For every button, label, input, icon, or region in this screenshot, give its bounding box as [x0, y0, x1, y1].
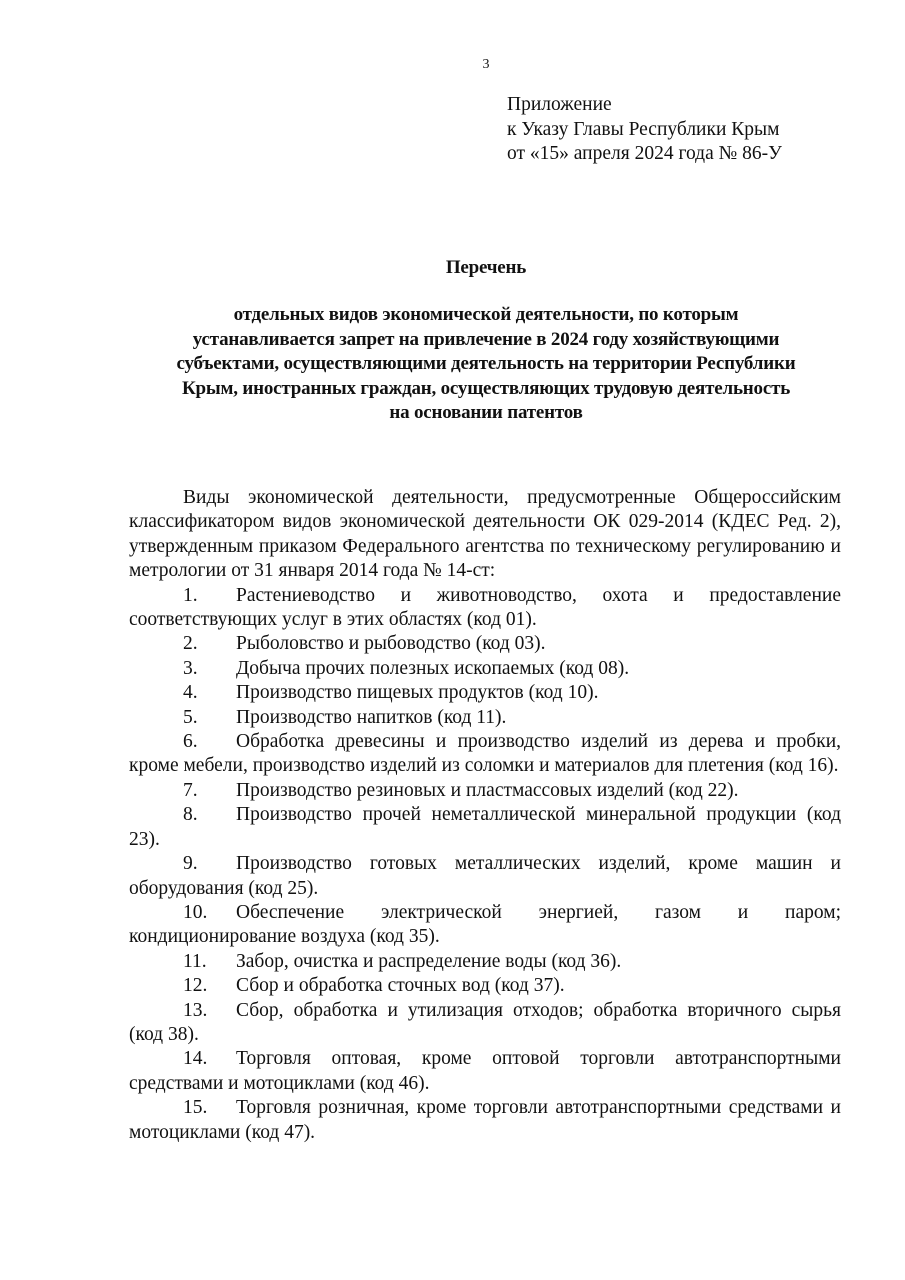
appendix-line: от «15» апреля 2024 года № 86-У [507, 143, 782, 164]
list-item [129, 706, 841, 730]
subtitle-line: Крым, иностранных граждан, осуществляющих трудовую деятельность [181, 377, 791, 399]
list-item [129, 974, 841, 998]
list-item [129, 803, 841, 852]
item-number: 14. [183, 1048, 208, 1070]
item-text: Производство готовых металлических изделий, кроме машин и оборудования (код 25). [129, 853, 841, 899]
activity-list [129, 584, 841, 1145]
appendix-line: к Указу Главы Республики Крым [507, 118, 780, 140]
list-item [129, 779, 841, 803]
item-number: 15. [183, 1097, 208, 1119]
item-number: 10. [183, 901, 208, 923]
item-text: Обеспечение электрической энергией, газом и паром; кондиционирование воздуха (код 35). [129, 901, 841, 948]
list-item [129, 730, 841, 779]
item-text: Сбор, обработка и утилизация отходов; обработка вторичного сырья (код 38). [129, 999, 841, 1045]
item-number: 2. [183, 633, 198, 655]
item-text: Обработка древесины и производство изделий из дерева и пробки, кроме мебели, производство изделий из соломки и материалов для плетения (код 16). [129, 731, 841, 777]
item-text: Производство пищевых продуктов (код 10). [236, 682, 599, 704]
item-number: 1. [183, 584, 198, 606]
item-number: 7. [183, 779, 198, 801]
list-item [129, 584, 841, 633]
item-text: Растениеводство и животноводство, охота и предоставление соответствующих услуг в этих областях (код 01). [129, 584, 841, 631]
page-number: 3 [482, 57, 490, 72]
item-number: 12. [183, 975, 208, 997]
appendix-header [507, 93, 782, 167]
list-item [129, 901, 841, 950]
item-text: Забор, очистка и распределение воды (код 36). [236, 950, 622, 972]
item-text: Рыболовство и рыбоводство (код 03). [236, 633, 546, 655]
item-text: Сбор и обработка сточных вод (код 37). [236, 975, 565, 997]
list-item [129, 632, 841, 656]
item-number: 3. [183, 657, 198, 679]
list-item [129, 1096, 841, 1145]
list-item [129, 999, 841, 1048]
list-item [129, 681, 841, 705]
item-text: Производство резиновых и пластмассовых изделий (код 22). [236, 779, 739, 801]
item-number: 13. [183, 999, 208, 1021]
item-text: Торговля оптовая, кроме оптовой торговли автотранспортными средствами и мотоциклами (код 46). [129, 1048, 841, 1094]
list-item [129, 950, 841, 974]
item-number: 4. [183, 682, 198, 704]
item-number: 5. [183, 706, 198, 728]
item-text: Торговля розничная, кроме торговли автотранспортными средствами и мотоциклами (код 47). [129, 1097, 841, 1143]
appendix-line: Приложение [507, 94, 612, 115]
subtitle-line: на основании патентов [389, 402, 583, 423]
item-text: Производство прочей неметаллической минеральной продукции (код 23). [129, 804, 841, 850]
subtitle-line: субъектами, осуществляющими деятельность на территории Республики [176, 353, 796, 374]
document-title: Перечень [445, 257, 527, 278]
item-number: 6. [183, 731, 198, 753]
subtitle-line: отдельных видов экономической деятельности, по которым [233, 304, 739, 325]
item-text: Добыча прочих полезных ископаемых (код 08). [236, 657, 630, 679]
item-number: 8. [183, 804, 198, 826]
list-item [129, 1047, 841, 1096]
document-subtitle [128, 303, 844, 426]
list-item [129, 852, 841, 901]
intro-paragraph: Виды экономической деятельности, предусмотренные Общероссийским классификатором видов экономической деятельности ОК 029-2014 (КДЕС Ред. 2), утвержденным приказом Федерального агентства по техническому регулированию и метрологии от 31 января 2014 года № 14-ст: [129, 487, 841, 582]
item-text: Производство напитков (код 11). [236, 706, 507, 728]
item-number: 11. [183, 950, 207, 972]
list-item [129, 657, 841, 681]
document-body [129, 486, 841, 1145]
subtitle-line: устанавливается запрет на привлечение в 2024 году хозяйствующими [192, 328, 780, 350]
item-number: 9. [183, 853, 198, 875]
